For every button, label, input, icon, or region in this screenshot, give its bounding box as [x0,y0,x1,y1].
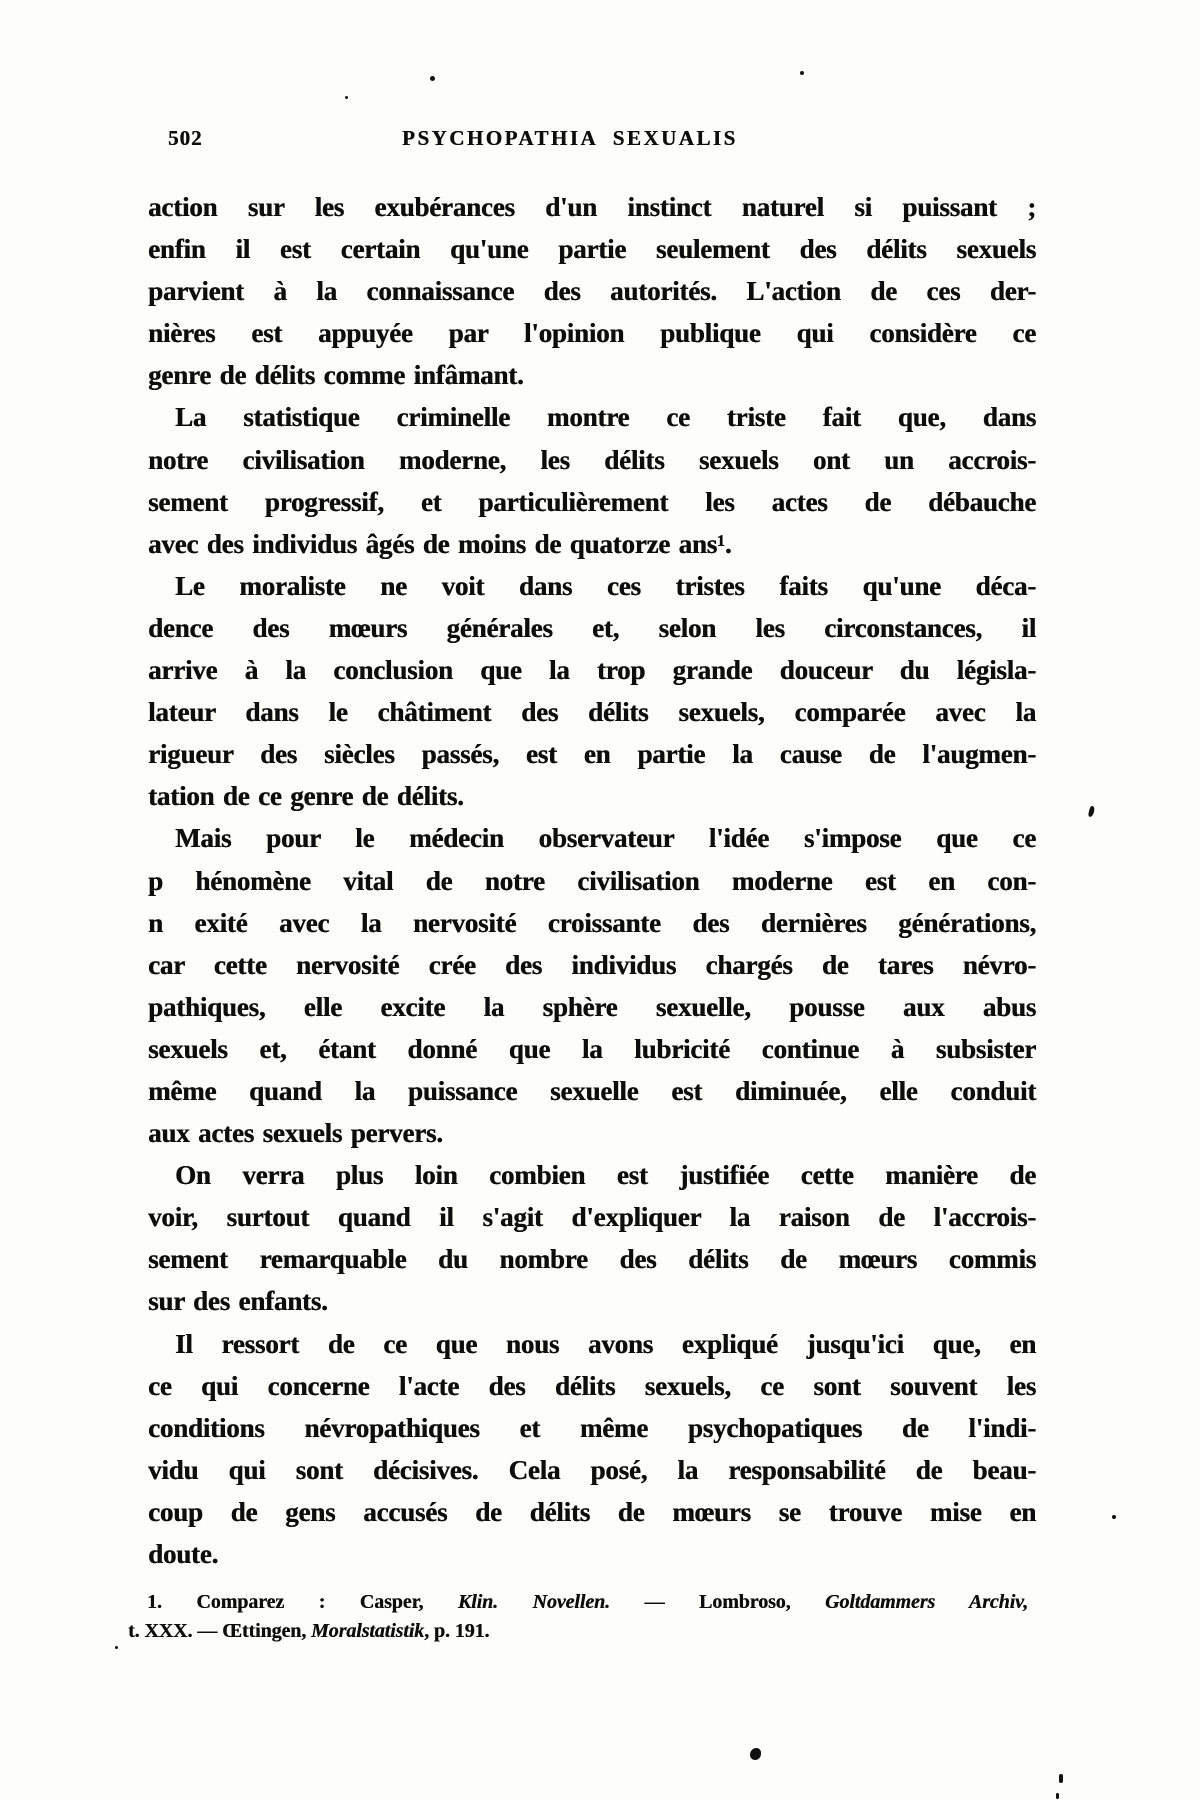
text-line: Mais pour le médecin observateur l'idée s'impose que ce [175,823,1036,854]
ink-speck [430,76,435,81]
text-line: p hénomène vital de notre civilisation moderne est en con- [148,865,1036,896]
text-line: n exité avec la nervosité croissante des dernières générations, [148,907,1036,938]
ink-speck [1059,1774,1063,1783]
text-line: vidu qui sont décisives. Cela posé, la responsabilité de beau- [148,1454,1036,1485]
text-line: car cette nervosité crée des individus chargés de tares névro- [148,949,1036,980]
footnote [128,1588,1028,1646]
text-line: tation de ce genre de délits. [148,781,464,812]
ink-speck [800,71,804,75]
text-line: Il ressort de ce que nous avons expliqué jusqu'ici que, en [175,1328,1036,1359]
text-line: parvient à la connaissance des autorités. L'action de ces der- [148,276,1036,307]
text-line: sur des enfants. [148,1286,328,1317]
text-line: coup de gens accusés de délits de mœurs se trouve mise en [148,1496,1036,1527]
ink-speck [1088,806,1096,818]
text-line: ce qui concerne l'acte des délits sexuels, ce sont souvent les [148,1370,1036,1401]
text-line: genre de délits comme infâmant. [148,360,524,391]
footnote-citation-italic: Moralstatistik [311,1620,425,1642]
text-line: avec des individus âgés de moins de quatorze ans¹. [148,528,732,559]
ink-speck [345,96,348,99]
page-body-text [148,186,1036,1575]
running-header-title: PSYCHOPATHIA SEXUALIS [402,126,738,150]
text-line: La statistique criminelle montre ce triste fait que, dans [175,402,1036,433]
text-line: sement progressif, et particulièrement les actes de débauche [148,486,1036,517]
text-line: notre civilisation moderne, les délits sexuels ont un accrois- [148,444,1036,475]
text-line: rigueur des siècles passés, est en partie la cause de l'augmen- [148,739,1036,770]
text-line: On verra plus loin combien est justifiée cette manière de [175,1160,1036,1191]
footnote-text: , p. 191. [424,1620,490,1642]
text-line: dence des mœurs générales et, selon les circonstances, il [148,612,1036,643]
text-line: arrive à la conclusion que la trop grande douceur du législa- [148,655,1036,686]
footnote-text: — Lombroso, [609,1591,826,1613]
text-line: sexuels et, étant donné que la lubricité continue à subsister [148,1033,1036,1064]
text-line: aux actes sexuels pervers. [148,1118,443,1149]
text-line: pathiques, elle excite la sphère sexuelle, pousse aux abus [148,991,1036,1022]
footnote-text: t. XXX. — Œttingen, [128,1620,311,1642]
footnote-citation-italic: Goltdammers Archiv, [825,1591,1028,1613]
text-line: lateur dans le châtiment des délits sexuels, comparée avec la [148,697,1036,728]
text-line: Le moraliste ne voit dans ces tristes faits qu'une déca- [175,570,1036,601]
text-line: action sur les exubérances d'un instinct naturel si puissant ; [148,192,1036,222]
ink-speck [115,1646,118,1649]
footnote-line [128,1588,1028,1617]
text-line: enfin il est certain qu'une partie seulement des délits sexuels [148,234,1036,265]
text-line: voir, surtout quand il s'agit d'expliquer la raison de l'accrois- [148,1202,1036,1233]
text-line: conditions névropathiques et même psychopatiques de l'indi- [148,1412,1036,1443]
text-line: nières est appuyée par l'opinion publique qui considère ce [148,318,1036,349]
footnote-text: 1. Comparez : Casper, [147,1591,458,1613]
page-number: 502 [168,126,203,150]
ink-speck [750,1748,761,1760]
footnote-line [128,1617,1028,1646]
ink-speck [1056,1793,1059,1799]
ink-speck [1112,1515,1116,1519]
text-line: même quand la puissance sexuelle est diminuée, elle conduit [148,1075,1036,1106]
footnote-citation-italic: Klin. Novellen. [457,1591,610,1613]
text-line: sement remarquable du nombre des délits de mœurs commis [148,1244,1036,1275]
text-line: doute. [148,1539,219,1569]
